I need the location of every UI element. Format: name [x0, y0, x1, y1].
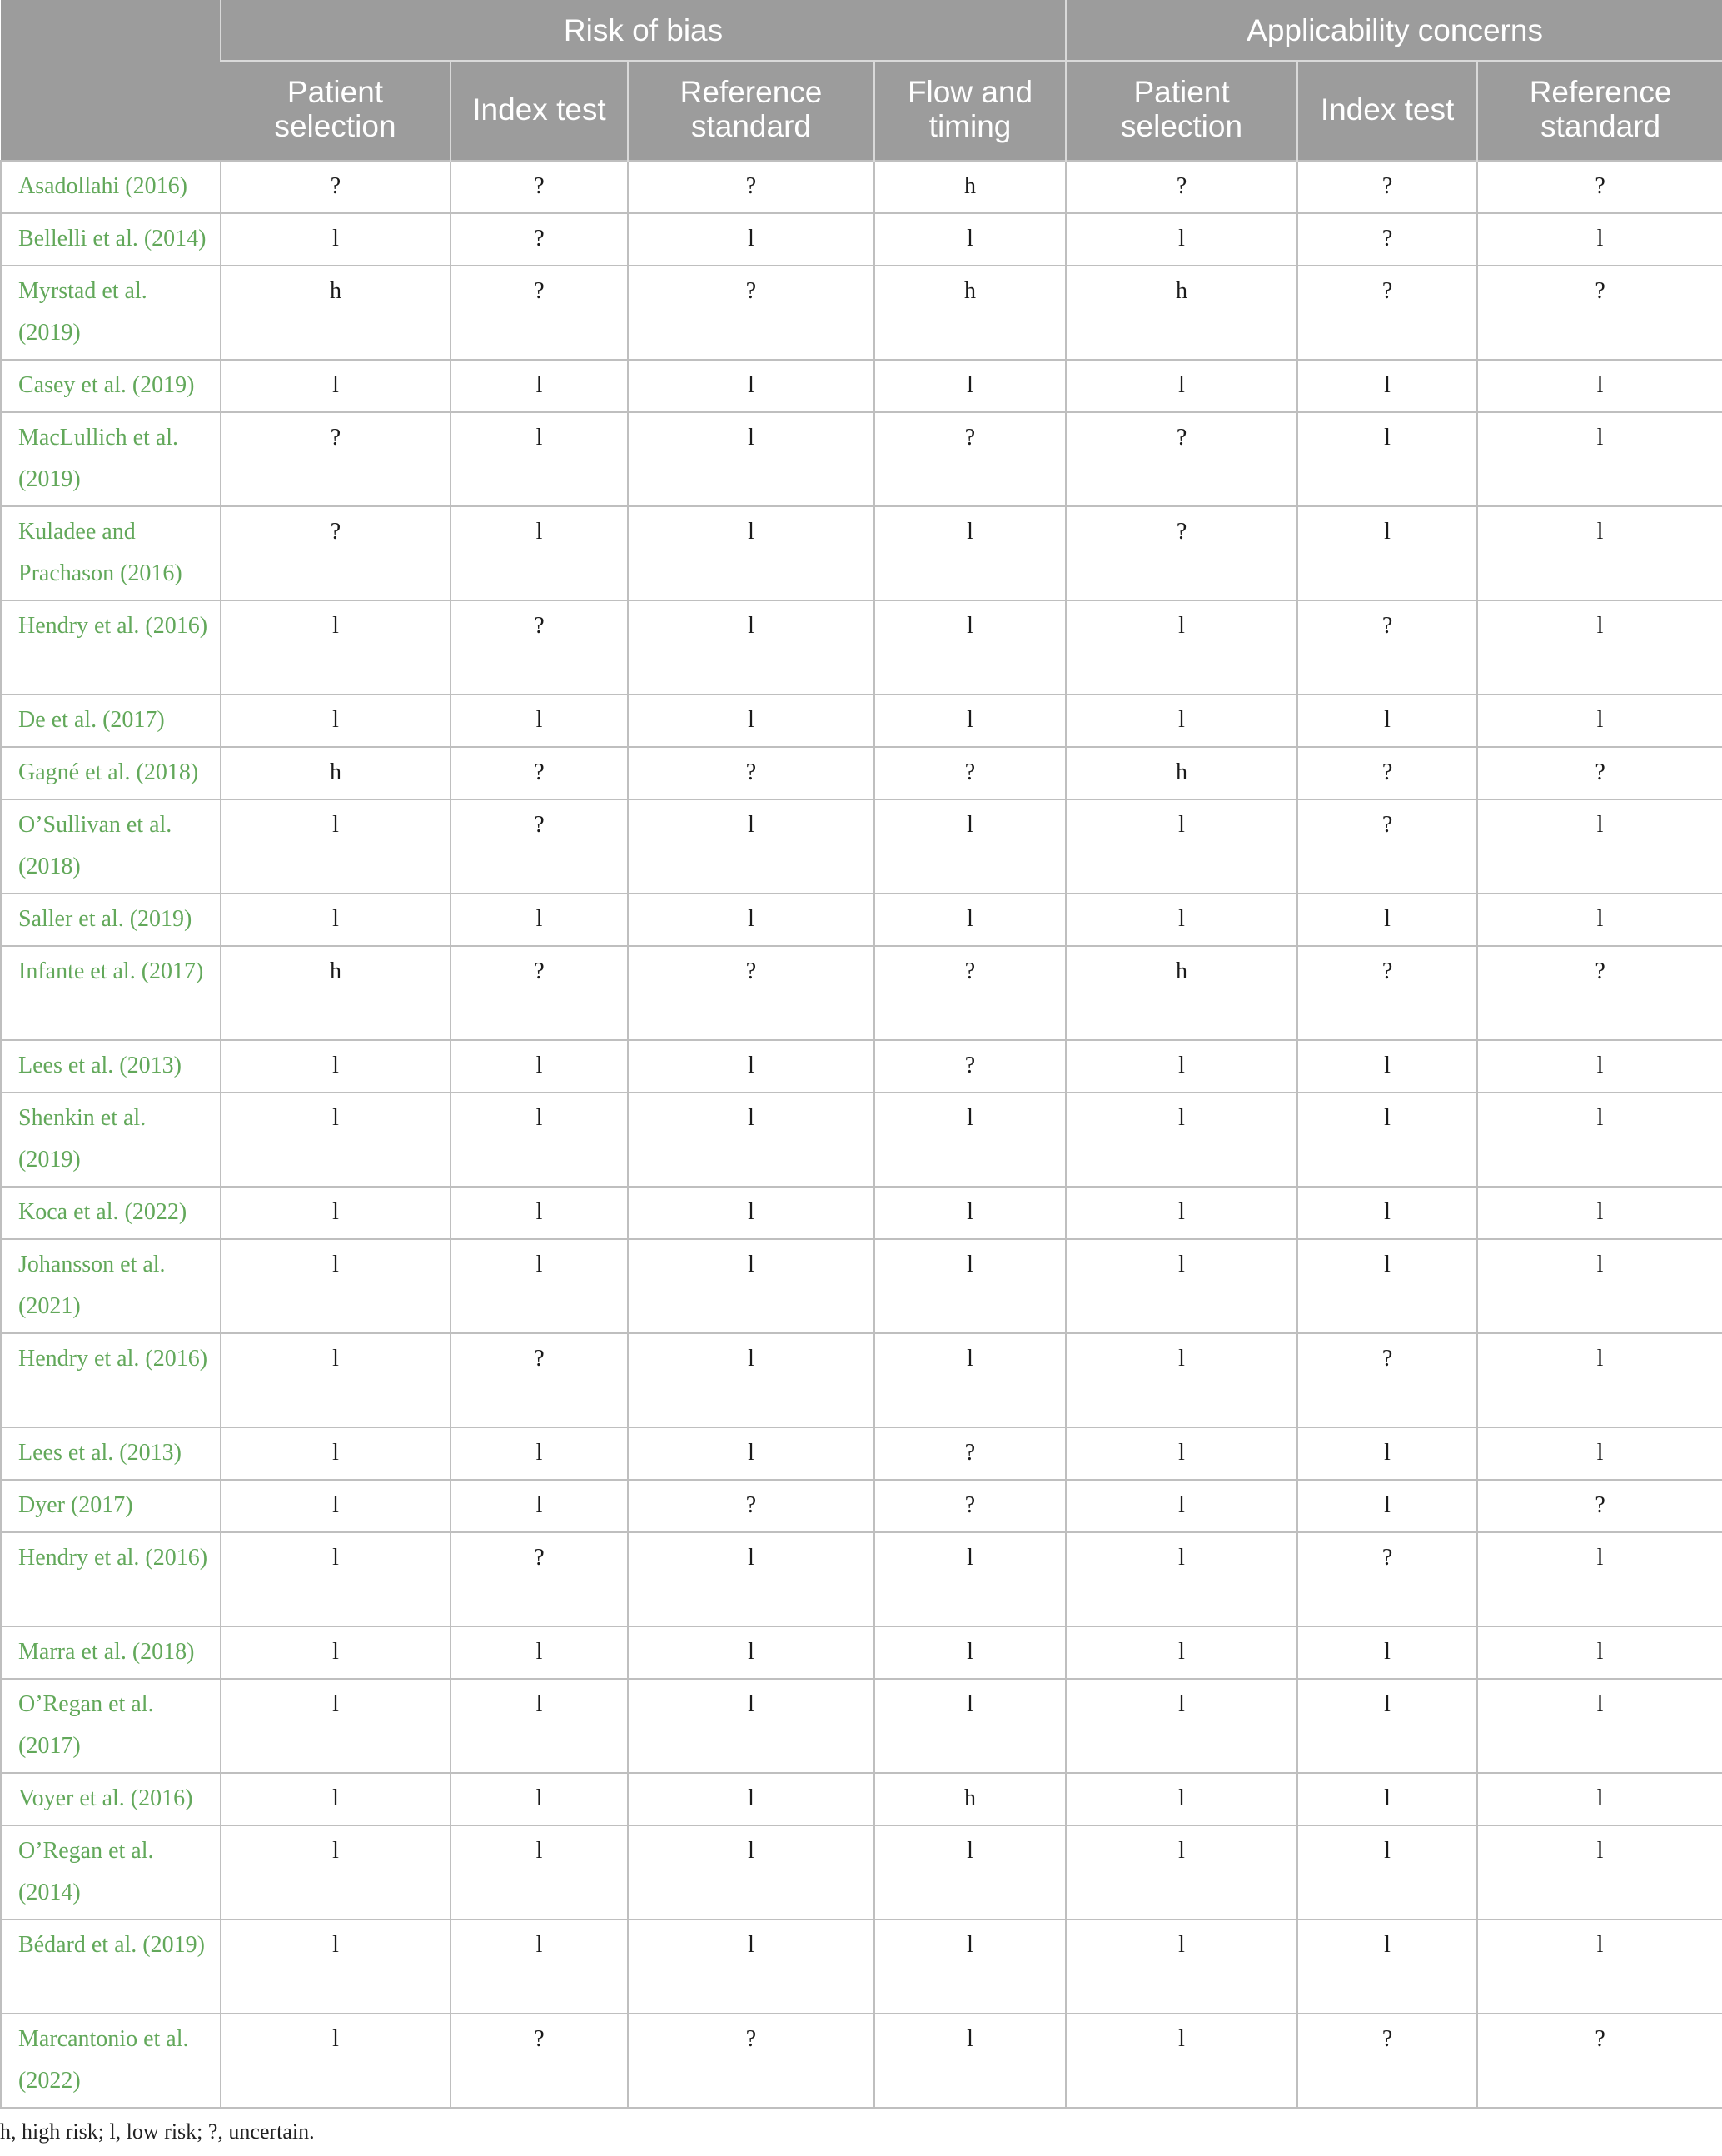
- rating-cell: l: [1477, 1093, 1722, 1187]
- study-name-cell[interactable]: Myrstad et al. (2019): [1, 266, 221, 360]
- rating-cell: l: [1297, 1626, 1477, 1679]
- rating-cell: l: [1477, 1187, 1722, 1239]
- rating-cell: ?: [450, 747, 628, 799]
- rating-cell: l: [1297, 695, 1477, 747]
- rating-cell: ?: [450, 799, 628, 894]
- rating-cell: l: [1297, 1480, 1477, 1532]
- rating-cell: l: [221, 1040, 450, 1093]
- rating-cell: ?: [1297, 213, 1477, 266]
- rating-cell: l: [1477, 695, 1722, 747]
- rating-cell: l: [1066, 1239, 1297, 1333]
- rating-cell: ?: [1297, 799, 1477, 894]
- rating-cell: ?: [450, 1532, 628, 1626]
- column-header-ac-patient-selection: Patient selection: [1066, 61, 1297, 161]
- rating-cell: ?: [874, 1040, 1066, 1093]
- rating-cell: l: [874, 1239, 1066, 1333]
- table-row: [1, 946, 1722, 1040]
- study-name-cell[interactable]: De et al. (2017): [1, 695, 221, 747]
- rating-cell: l: [1066, 1187, 1297, 1239]
- study-name-cell[interactable]: Hendry et al. (2016): [1, 1532, 221, 1626]
- rating-cell: l: [1066, 1626, 1297, 1679]
- rating-cell: l: [1477, 1333, 1722, 1427]
- rating-cell: ?: [1297, 1333, 1477, 1427]
- rating-cell: l: [1477, 1427, 1722, 1480]
- rating-cell: l: [450, 1773, 628, 1825]
- rating-cell: ?: [1297, 946, 1477, 1040]
- rating-cell: ?: [1297, 600, 1477, 695]
- rating-cell: h: [1066, 946, 1297, 1040]
- rating-cell: l: [628, 506, 874, 600]
- rating-cell: ?: [1297, 747, 1477, 799]
- rating-cell: l: [628, 1093, 874, 1187]
- table-row: [1, 161, 1722, 213]
- study-name-cell[interactable]: Lees et al. (2013): [1, 1040, 221, 1093]
- rating-cell: ?: [450, 161, 628, 213]
- rating-cell: l: [1297, 1187, 1477, 1239]
- rating-cell: l: [874, 1679, 1066, 1773]
- rating-cell: l: [628, 1532, 874, 1626]
- table-row: [1, 894, 1722, 946]
- rating-cell: h: [221, 946, 450, 1040]
- rating-cell: l: [1066, 1093, 1297, 1187]
- rating-cell: l: [1297, 1825, 1477, 1919]
- rating-cell: l: [221, 1427, 450, 1480]
- rating-cell: l: [1297, 894, 1477, 946]
- rating-cell: l: [1066, 894, 1297, 946]
- rating-cell: l: [1297, 1919, 1477, 2014]
- study-name-cell[interactable]: Bellelli et al. (2014): [1, 213, 221, 266]
- rating-cell: l: [874, 506, 1066, 600]
- rating-cell: ?: [1297, 161, 1477, 213]
- rating-cell: ?: [1066, 506, 1297, 600]
- study-name-cell[interactable]: MacLullich et al. (2019): [1, 412, 221, 506]
- table-row: [1, 1093, 1722, 1187]
- rating-cell: l: [450, 1825, 628, 1919]
- rating-cell: l: [628, 1040, 874, 1093]
- rating-cell: ?: [450, 1333, 628, 1427]
- rating-cell: h: [221, 747, 450, 799]
- study-name-cell[interactable]: Shenkin et al. (2019): [1, 1093, 221, 1187]
- rating-cell: l: [1477, 360, 1722, 412]
- column-header-ac-reference-standard: Reference standard: [1477, 61, 1722, 161]
- study-name-cell[interactable]: O’Regan et al. (2014): [1, 1825, 221, 1919]
- rating-cell: l: [1477, 1626, 1722, 1679]
- rating-cell: l: [1477, 1919, 1722, 2014]
- study-name-cell[interactable]: Voyer et al. (2016): [1, 1773, 221, 1825]
- study-name-cell[interactable]: Dyer (2017): [1, 1480, 221, 1532]
- rating-cell: ?: [874, 747, 1066, 799]
- rating-cell: l: [628, 600, 874, 695]
- rating-cell: l: [221, 1187, 450, 1239]
- rating-cell: ?: [1477, 2014, 1722, 2108]
- rating-cell: l: [628, 412, 874, 506]
- rating-cell: ?: [1477, 946, 1722, 1040]
- rating-cell: l: [1066, 1773, 1297, 1825]
- table-header: [1, 0, 1722, 161]
- rating-cell: l: [1477, 213, 1722, 266]
- table-row: [1, 1187, 1722, 1239]
- rating-cell: l: [1066, 360, 1297, 412]
- rating-cell: l: [221, 1093, 450, 1187]
- rating-cell: h: [874, 266, 1066, 360]
- rating-cell: l: [1297, 506, 1477, 600]
- study-name-cell[interactable]: Johansson et al. (2021): [1, 1239, 221, 1333]
- rating-cell: l: [1066, 1333, 1297, 1427]
- study-name-cell[interactable]: Marra et al. (2018): [1, 1626, 221, 1679]
- rating-cell: l: [221, 894, 450, 946]
- study-name-cell[interactable]: Hendry et al. (2016): [1, 600, 221, 695]
- rating-cell: ?: [1297, 2014, 1477, 2108]
- rating-cell: l: [874, 2014, 1066, 2108]
- study-name-cell[interactable]: Kuladee and Prachason (2016): [1, 506, 221, 600]
- rating-cell: l: [1477, 1532, 1722, 1626]
- rating-cell: l: [1066, 1679, 1297, 1773]
- rating-cell: l: [1066, 799, 1297, 894]
- rating-cell: l: [1066, 1919, 1297, 2014]
- study-name-cell[interactable]: O’Sullivan et al. (2018): [1, 799, 221, 894]
- rating-cell: l: [1477, 1773, 1722, 1825]
- column-header-rob-patient-selection: Patient selection: [221, 61, 450, 161]
- rating-cell: l: [1297, 1679, 1477, 1773]
- table-row: [1, 213, 1722, 266]
- table-row: [1, 1825, 1722, 1919]
- column-header-rob-flow-and-timing: Flow and timing: [874, 61, 1066, 161]
- table-row: [1, 360, 1722, 412]
- rating-cell: l: [1477, 1040, 1722, 1093]
- rating-cell: l: [221, 1773, 450, 1825]
- rating-cell: ?: [1477, 266, 1722, 360]
- rating-cell: h: [874, 161, 1066, 213]
- rating-cell: l: [1066, 2014, 1297, 2108]
- rating-cell: l: [1297, 360, 1477, 412]
- header-corner-cell: [1, 0, 221, 161]
- rating-cell: l: [450, 1187, 628, 1239]
- rating-cell: l: [874, 1825, 1066, 1919]
- study-name-cell[interactable]: Casey et al. (2019): [1, 360, 221, 412]
- rating-cell: l: [874, 1093, 1066, 1187]
- rating-cell: l: [221, 1532, 450, 1626]
- rating-cell: l: [450, 1427, 628, 1480]
- table-row: [1, 1040, 1722, 1093]
- rating-cell: l: [221, 1626, 450, 1679]
- table-row: [1, 695, 1722, 747]
- table-row: [1, 2014, 1722, 2108]
- rating-cell: l: [1477, 799, 1722, 894]
- rating-cell: l: [450, 1040, 628, 1093]
- rating-cell: l: [1066, 600, 1297, 695]
- rating-cell: l: [1066, 1427, 1297, 1480]
- rating-cell: l: [450, 412, 628, 506]
- rating-cell: ?: [450, 213, 628, 266]
- rating-cell: ?: [628, 946, 874, 1040]
- table-row: [1, 1427, 1722, 1480]
- rating-cell: ?: [628, 1480, 874, 1532]
- rating-cell: l: [1297, 1093, 1477, 1187]
- rating-cell: l: [1297, 412, 1477, 506]
- rating-cell: l: [874, 1919, 1066, 2014]
- table-row: [1, 747, 1722, 799]
- rating-cell: l: [221, 360, 450, 412]
- rating-cell: l: [450, 1239, 628, 1333]
- rating-cell: l: [628, 695, 874, 747]
- rating-cell: l: [874, 1187, 1066, 1239]
- rating-cell: l: [628, 1773, 874, 1825]
- rating-cell: l: [1477, 894, 1722, 946]
- rating-cell: l: [1477, 506, 1722, 600]
- rating-cell: l: [450, 1679, 628, 1773]
- rating-cell: l: [628, 1825, 874, 1919]
- rating-cell: l: [874, 1532, 1066, 1626]
- rating-cell: l: [874, 894, 1066, 946]
- rating-cell: l: [450, 1093, 628, 1187]
- rating-cell: l: [221, 2014, 450, 2108]
- rating-cell: l: [450, 506, 628, 600]
- rating-cell: l: [628, 1187, 874, 1239]
- rating-cell: l: [221, 1919, 450, 2014]
- rating-cell: l: [628, 1679, 874, 1773]
- study-name-cell[interactable]: Gagné et al. (2018): [1, 747, 221, 799]
- rating-cell: l: [221, 1239, 450, 1333]
- study-name-cell[interactable]: Lees et al. (2013): [1, 1427, 221, 1480]
- study-name-cell[interactable]: Koca et al. (2022): [1, 1187, 221, 1239]
- rating-cell: ?: [628, 161, 874, 213]
- rating-cell: ?: [450, 2014, 628, 2108]
- rating-cell: ?: [628, 266, 874, 360]
- rating-cell: l: [628, 799, 874, 894]
- rating-cell: l: [628, 894, 874, 946]
- rating-cell: ?: [874, 412, 1066, 506]
- rating-cell: l: [1477, 1239, 1722, 1333]
- rating-cell: l: [874, 213, 1066, 266]
- rating-cell: ?: [1066, 161, 1297, 213]
- rating-cell: ?: [1477, 1480, 1722, 1532]
- rating-cell: l: [450, 894, 628, 946]
- rating-cell: h: [1066, 747, 1297, 799]
- study-name-cell[interactable]: Bédard et al. (2019): [1, 1919, 221, 2014]
- rating-cell: l: [450, 1626, 628, 1679]
- rating-cell: l: [450, 695, 628, 747]
- rating-cell: l: [874, 600, 1066, 695]
- column-header-ac-index-test: Index test: [1297, 61, 1477, 161]
- rating-cell: ?: [874, 1427, 1066, 1480]
- rating-cell: h: [1066, 266, 1297, 360]
- rating-cell: l: [628, 1919, 874, 2014]
- rating-cell: l: [1477, 1679, 1722, 1773]
- rating-cell: ?: [1297, 266, 1477, 360]
- study-name-cell[interactable]: Marcantonio et al. (2022): [1, 2014, 221, 2108]
- rating-cell: l: [1477, 1825, 1722, 1919]
- table-row: [1, 1532, 1722, 1626]
- rating-cell: l: [221, 799, 450, 894]
- rating-cell: l: [1066, 695, 1297, 747]
- table-row: [1, 1626, 1722, 1679]
- rating-cell: h: [874, 1773, 1066, 1825]
- table-row: [1, 799, 1722, 894]
- rating-cell: l: [1066, 213, 1297, 266]
- rating-cell: l: [1066, 1825, 1297, 1919]
- rating-cell: l: [628, 1239, 874, 1333]
- rating-cell: l: [628, 1333, 874, 1427]
- table-row: [1, 1773, 1722, 1825]
- header-group-risk-of-bias: Risk of bias: [221, 0, 1066, 61]
- rating-cell: ?: [450, 600, 628, 695]
- rating-cell: ?: [1477, 161, 1722, 213]
- rating-cell: l: [874, 360, 1066, 412]
- rating-cell: ?: [450, 946, 628, 1040]
- table-row: [1, 266, 1722, 360]
- rating-cell: l: [221, 1679, 450, 1773]
- rating-cell: l: [1066, 1480, 1297, 1532]
- rating-cell: l: [450, 1919, 628, 2014]
- table-row: [1, 1480, 1722, 1532]
- rating-cell: l: [1477, 600, 1722, 695]
- rating-cell: ?: [628, 2014, 874, 2108]
- rating-cell: ?: [628, 747, 874, 799]
- rating-cell: l: [1297, 1040, 1477, 1093]
- study-name-cell[interactable]: Saller et al. (2019): [1, 894, 221, 946]
- rating-cell: l: [1066, 1532, 1297, 1626]
- rating-cell: l: [221, 600, 450, 695]
- rating-cell: l: [450, 1480, 628, 1532]
- rating-cell: ?: [874, 946, 1066, 1040]
- column-header-rob-reference-standard: Reference standard: [628, 61, 874, 161]
- rating-cell: ?: [221, 161, 450, 213]
- header-group-row: [1, 0, 1722, 61]
- table-row: [1, 600, 1722, 695]
- rating-cell: l: [628, 360, 874, 412]
- rating-cell: l: [1297, 1427, 1477, 1480]
- rating-cell: l: [628, 1427, 874, 1480]
- rating-cell: l: [874, 1626, 1066, 1679]
- study-name-cell[interactable]: Asadollahi (2016): [1, 161, 221, 213]
- rating-cell: l: [221, 213, 450, 266]
- column-header-rob-index-test: Index test: [450, 61, 628, 161]
- header-group-applicability-concerns: Applicability concerns: [1066, 0, 1722, 61]
- rating-cell: l: [450, 360, 628, 412]
- study-name-cell[interactable]: Hendry et al. (2016): [1, 1333, 221, 1427]
- rating-cell: l: [1297, 1773, 1477, 1825]
- rating-cell: l: [221, 1825, 450, 1919]
- rating-cell: ?: [221, 506, 450, 600]
- rating-cell: l: [1066, 1040, 1297, 1093]
- study-name-cell[interactable]: O’Regan et al. (2017): [1, 1679, 221, 1773]
- table-row: [1, 1239, 1722, 1333]
- rating-cell: ?: [1297, 1532, 1477, 1626]
- table-body: [1, 161, 1722, 2108]
- table-row: [1, 506, 1722, 600]
- rating-cell: l: [1297, 1239, 1477, 1333]
- rating-cell: h: [221, 266, 450, 360]
- table-row: [1, 1333, 1722, 1427]
- rating-cell: l: [628, 213, 874, 266]
- table-footnote: h, high risk; l, low risk; ?, uncertain.: [0, 2119, 315, 2144]
- rating-cell: l: [874, 799, 1066, 894]
- rating-cell: l: [628, 1626, 874, 1679]
- header-column-row: [1, 61, 1722, 161]
- rating-cell: l: [874, 695, 1066, 747]
- rating-cell: l: [221, 1333, 450, 1427]
- table-row: [1, 412, 1722, 506]
- rating-cell: l: [874, 1333, 1066, 1427]
- rating-cell: l: [1477, 412, 1722, 506]
- study-name-cell[interactable]: Infante et al. (2017): [1, 946, 221, 1040]
- rating-cell: ?: [1477, 747, 1722, 799]
- rating-cell: ?: [874, 1480, 1066, 1532]
- table-row: [1, 1919, 1722, 2014]
- rating-cell: l: [221, 1480, 450, 1532]
- rating-cell: ?: [1066, 412, 1297, 506]
- rating-cell: ?: [221, 412, 450, 506]
- table-row: [1, 1679, 1722, 1773]
- rating-cell: ?: [450, 266, 628, 360]
- rating-cell: l: [221, 695, 450, 747]
